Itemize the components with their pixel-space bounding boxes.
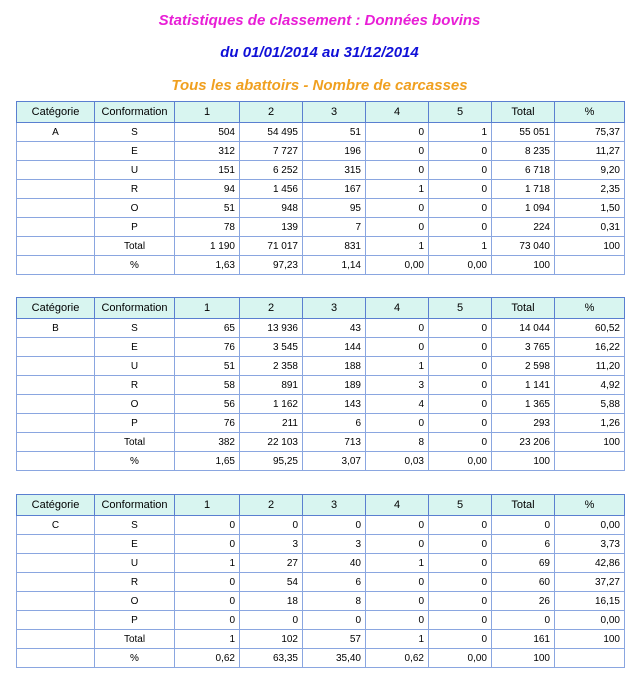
- header-row: [17, 495, 625, 516]
- column-header: Conformation: [95, 102, 175, 123]
- value-cell: 42,86: [555, 554, 625, 573]
- column-header: 2: [240, 102, 303, 123]
- value-cell: 0: [175, 516, 240, 535]
- value-cell: 1: [366, 180, 429, 199]
- value-cell: 0,00: [555, 611, 625, 630]
- value-cell: 0: [429, 630, 492, 649]
- value-cell: 0: [429, 611, 492, 630]
- value-cell: 1,50: [555, 199, 625, 218]
- value-cell: 4: [366, 395, 429, 414]
- value-cell: 3: [366, 376, 429, 395]
- table-row: [17, 516, 625, 535]
- column-header: %: [555, 298, 625, 319]
- value-cell: 27: [240, 554, 303, 573]
- value-cell: 0: [366, 338, 429, 357]
- value-cell: 0: [429, 573, 492, 592]
- table-row: [17, 338, 625, 357]
- table-row: [17, 218, 625, 237]
- column-header: 5: [429, 102, 492, 123]
- conformation-cell: S: [95, 516, 175, 535]
- value-cell: 0: [429, 319, 492, 338]
- value-cell: 144: [303, 338, 366, 357]
- value-cell: 35,40: [303, 649, 366, 668]
- stats-table-b: [16, 297, 625, 471]
- category-cell: [17, 199, 95, 218]
- value-cell: 54: [240, 573, 303, 592]
- column-header: Catégorie: [17, 102, 95, 123]
- value-cell: 5,88: [555, 395, 625, 414]
- value-cell: 51: [175, 357, 240, 376]
- value-cell: 504: [175, 123, 240, 142]
- value-cell: 0: [366, 218, 429, 237]
- value-cell: 23 206: [492, 433, 555, 452]
- table-row: [17, 180, 625, 199]
- value-cell: 3,07: [303, 452, 366, 471]
- value-cell: 1: [429, 237, 492, 256]
- column-header: Total: [492, 495, 555, 516]
- conformation-cell: P: [95, 218, 175, 237]
- value-cell: 139: [240, 218, 303, 237]
- value-cell: 1 718: [492, 180, 555, 199]
- table-row: [17, 554, 625, 573]
- value-cell: 40: [303, 554, 366, 573]
- page-subtitle: Tous les abattoirs - Nombre de carcasses: [171, 77, 468, 94]
- value-cell: 78: [175, 218, 240, 237]
- value-cell: 0,62: [175, 649, 240, 668]
- value-cell: 0: [366, 414, 429, 433]
- value-cell: 43: [303, 319, 366, 338]
- column-header: 4: [366, 102, 429, 123]
- value-cell: 0: [429, 218, 492, 237]
- table-row: [17, 611, 625, 630]
- column-header: Total: [492, 298, 555, 319]
- value-cell: 0,62: [366, 649, 429, 668]
- value-cell: 0: [429, 357, 492, 376]
- conformation-cell: E: [95, 535, 175, 554]
- value-cell: 16,15: [555, 592, 625, 611]
- value-cell: 6: [492, 535, 555, 554]
- value-cell: 0: [366, 516, 429, 535]
- value-cell: 0: [175, 535, 240, 554]
- value-cell: 831: [303, 237, 366, 256]
- value-cell: 13 936: [240, 319, 303, 338]
- value-cell: 3,73: [555, 535, 625, 554]
- column-header: 1: [175, 495, 240, 516]
- value-cell: 8 235: [492, 142, 555, 161]
- category-cell: [17, 395, 95, 414]
- value-cell: 100: [492, 452, 555, 471]
- value-cell: 75,37: [555, 123, 625, 142]
- category-cell: C: [17, 516, 95, 535]
- value-cell: 4,92: [555, 376, 625, 395]
- category-cell: [17, 376, 95, 395]
- value-cell: 0,00: [429, 256, 492, 275]
- table-row: [17, 433, 625, 452]
- value-cell: 100: [492, 649, 555, 668]
- column-header: 5: [429, 298, 492, 319]
- value-cell: 0: [429, 180, 492, 199]
- conformation-cell: U: [95, 554, 175, 573]
- conformation-cell: %: [95, 452, 175, 471]
- column-header: Catégorie: [17, 495, 95, 516]
- value-cell: 0: [240, 516, 303, 535]
- value-cell: 0: [366, 142, 429, 161]
- value-cell: 151: [175, 161, 240, 180]
- value-cell: 0: [366, 535, 429, 554]
- value-cell: 0: [303, 611, 366, 630]
- category-cell: [17, 611, 95, 630]
- conformation-cell: O: [95, 592, 175, 611]
- value-cell: 0: [429, 395, 492, 414]
- value-cell: 0: [429, 161, 492, 180]
- column-header: 1: [175, 298, 240, 319]
- value-cell: 73 040: [492, 237, 555, 256]
- value-cell: 18: [240, 592, 303, 611]
- category-cell: [17, 433, 95, 452]
- column-header: 2: [240, 495, 303, 516]
- value-cell: 69: [492, 554, 555, 573]
- value-cell: 60,52: [555, 319, 625, 338]
- value-cell: 51: [175, 199, 240, 218]
- category-cell: [17, 142, 95, 161]
- column-header: Catégorie: [17, 298, 95, 319]
- value-cell: 56: [175, 395, 240, 414]
- column-header: Total: [492, 102, 555, 123]
- category-cell: [17, 592, 95, 611]
- table-row: [17, 573, 625, 592]
- value-cell: 76: [175, 338, 240, 357]
- column-header: 1: [175, 102, 240, 123]
- value-cell: 26: [492, 592, 555, 611]
- table-row: [17, 592, 625, 611]
- table-row: [17, 452, 625, 471]
- table-row: [17, 319, 625, 338]
- value-cell: 2 598: [492, 357, 555, 376]
- column-header: 4: [366, 495, 429, 516]
- value-cell: 0,03: [366, 452, 429, 471]
- value-cell: 55 051: [492, 123, 555, 142]
- value-cell: 0,00: [366, 256, 429, 275]
- table-row: [17, 142, 625, 161]
- value-cell: 9,20: [555, 161, 625, 180]
- category-cell: [17, 218, 95, 237]
- stats-table-c: [16, 494, 625, 668]
- value-cell: 0: [175, 592, 240, 611]
- value-cell: 0: [429, 535, 492, 554]
- table-row: [17, 237, 625, 256]
- value-cell: 0: [240, 611, 303, 630]
- value-cell: 0: [429, 199, 492, 218]
- value-cell: 65: [175, 319, 240, 338]
- header-row: [17, 298, 625, 319]
- conformation-cell: U: [95, 161, 175, 180]
- value-cell: 0,00: [429, 452, 492, 471]
- value-cell: 1: [366, 554, 429, 573]
- value-cell: 1: [366, 237, 429, 256]
- value-cell: 1: [175, 630, 240, 649]
- value-cell: 100: [492, 256, 555, 275]
- value-cell: 0: [366, 319, 429, 338]
- value-cell: 6: [303, 573, 366, 592]
- conformation-cell: P: [95, 414, 175, 433]
- value-cell: 37,27: [555, 573, 625, 592]
- column-header: Conformation: [95, 298, 175, 319]
- value-cell: 1: [429, 123, 492, 142]
- value-cell: 0: [429, 433, 492, 452]
- table-row: [17, 199, 625, 218]
- value-cell: 95,25: [240, 452, 303, 471]
- table-row: [17, 123, 625, 142]
- value-cell: 22 103: [240, 433, 303, 452]
- value-cell: 0: [429, 554, 492, 573]
- value-cell: 100: [555, 237, 625, 256]
- value-cell: 293: [492, 414, 555, 433]
- value-cell: 3 545: [240, 338, 303, 357]
- value-cell: 16,22: [555, 338, 625, 357]
- value-cell: 3: [240, 535, 303, 554]
- value-cell: 1,63: [175, 256, 240, 275]
- value-cell: 0: [175, 611, 240, 630]
- table-row: [17, 376, 625, 395]
- value-cell: 100: [555, 433, 625, 452]
- category-cell: [17, 180, 95, 199]
- conformation-cell: Total: [95, 237, 175, 256]
- value-cell: 0: [429, 516, 492, 535]
- category-cell: B: [17, 319, 95, 338]
- value-cell: 143: [303, 395, 366, 414]
- value-cell: 2 358: [240, 357, 303, 376]
- value-cell: 312: [175, 142, 240, 161]
- value-cell: 0,00: [555, 516, 625, 535]
- category-cell: A: [17, 123, 95, 142]
- value-cell: 11,20: [555, 357, 625, 376]
- category-cell: [17, 256, 95, 275]
- value-cell: 382: [175, 433, 240, 452]
- value-cell: 161: [492, 630, 555, 649]
- category-cell: [17, 338, 95, 357]
- table-row: [17, 357, 625, 376]
- value-cell: 60: [492, 573, 555, 592]
- value-cell: 948: [240, 199, 303, 218]
- value-cell: 0: [366, 123, 429, 142]
- table-row: [17, 256, 625, 275]
- value-cell: 8: [303, 592, 366, 611]
- value-cell: 7: [303, 218, 366, 237]
- value-cell: 0: [429, 142, 492, 161]
- column-header: 2: [240, 298, 303, 319]
- conformation-cell: Total: [95, 433, 175, 452]
- header-row: [17, 102, 625, 123]
- category-cell: [17, 237, 95, 256]
- value-cell: 3: [303, 535, 366, 554]
- value-cell: 63,35: [240, 649, 303, 668]
- page-title: Statistiques de classement : Données bovins: [158, 12, 481, 29]
- value-cell: 1: [366, 630, 429, 649]
- value-cell: 94: [175, 180, 240, 199]
- value-cell: 196: [303, 142, 366, 161]
- value-cell: 0: [366, 592, 429, 611]
- conformation-cell: S: [95, 319, 175, 338]
- value-cell: 0: [175, 573, 240, 592]
- value-cell: 315: [303, 161, 366, 180]
- category-cell: [17, 649, 95, 668]
- value-cell: 6: [303, 414, 366, 433]
- column-header: %: [555, 102, 625, 123]
- value-cell: [555, 452, 625, 471]
- column-header: 3: [303, 298, 366, 319]
- value-cell: 58: [175, 376, 240, 395]
- value-cell: 189: [303, 376, 366, 395]
- table-row: [17, 414, 625, 433]
- value-cell: 1: [175, 554, 240, 573]
- conformation-cell: E: [95, 142, 175, 161]
- value-cell: 95: [303, 199, 366, 218]
- value-cell: 8: [366, 433, 429, 452]
- value-cell: 54 495: [240, 123, 303, 142]
- table-row: [17, 535, 625, 554]
- conformation-cell: Total: [95, 630, 175, 649]
- conformation-cell: O: [95, 395, 175, 414]
- value-cell: 0: [429, 338, 492, 357]
- value-cell: 11,27: [555, 142, 625, 161]
- value-cell: 1 094: [492, 199, 555, 218]
- value-cell: [555, 256, 625, 275]
- category-cell: [17, 161, 95, 180]
- value-cell: 211: [240, 414, 303, 433]
- value-cell: 51: [303, 123, 366, 142]
- value-cell: 0,00: [429, 649, 492, 668]
- value-cell: [555, 649, 625, 668]
- value-cell: 57: [303, 630, 366, 649]
- value-cell: 102: [240, 630, 303, 649]
- value-cell: 188: [303, 357, 366, 376]
- value-cell: 224: [492, 218, 555, 237]
- value-cell: 6 718: [492, 161, 555, 180]
- value-cell: 891: [240, 376, 303, 395]
- value-cell: 0,31: [555, 218, 625, 237]
- value-cell: 1 365: [492, 395, 555, 414]
- value-cell: 0: [429, 592, 492, 611]
- value-cell: 0: [366, 161, 429, 180]
- value-cell: 1,65: [175, 452, 240, 471]
- value-cell: 14 044: [492, 319, 555, 338]
- value-cell: 0: [366, 199, 429, 218]
- value-cell: 7 727: [240, 142, 303, 161]
- value-cell: 76: [175, 414, 240, 433]
- table-row: [17, 161, 625, 180]
- column-header: 5: [429, 495, 492, 516]
- value-cell: 6 252: [240, 161, 303, 180]
- conformation-cell: R: [95, 180, 175, 199]
- value-cell: 0: [366, 573, 429, 592]
- value-cell: 0: [429, 414, 492, 433]
- value-cell: 1 456: [240, 180, 303, 199]
- category-cell: [17, 535, 95, 554]
- value-cell: 0: [303, 516, 366, 535]
- conformation-cell: R: [95, 573, 175, 592]
- category-cell: [17, 630, 95, 649]
- table-row: [17, 649, 625, 668]
- value-cell: 100: [555, 630, 625, 649]
- category-cell: [17, 554, 95, 573]
- value-cell: 0: [492, 611, 555, 630]
- value-cell: 1,14: [303, 256, 366, 275]
- value-cell: 0: [429, 376, 492, 395]
- value-cell: 97,23: [240, 256, 303, 275]
- value-cell: 167: [303, 180, 366, 199]
- value-cell: 1: [366, 357, 429, 376]
- column-header: 3: [303, 102, 366, 123]
- table-row: [17, 630, 625, 649]
- conformation-cell: E: [95, 338, 175, 357]
- value-cell: 1 162: [240, 395, 303, 414]
- value-cell: 3 765: [492, 338, 555, 357]
- value-cell: 0: [366, 611, 429, 630]
- value-cell: 1 190: [175, 237, 240, 256]
- value-cell: 71 017: [240, 237, 303, 256]
- column-header: Conformation: [95, 495, 175, 516]
- value-cell: 0: [492, 516, 555, 535]
- table-row: [17, 395, 625, 414]
- value-cell: 1 141: [492, 376, 555, 395]
- date-range: du 01/01/2014 au 31/12/2014: [220, 44, 419, 61]
- category-cell: [17, 414, 95, 433]
- category-cell: [17, 452, 95, 471]
- conformation-cell: R: [95, 376, 175, 395]
- conformation-cell: U: [95, 357, 175, 376]
- column-header: 4: [366, 298, 429, 319]
- conformation-cell: O: [95, 199, 175, 218]
- conformation-cell: %: [95, 649, 175, 668]
- conformation-cell: P: [95, 611, 175, 630]
- stats-table-a: [16, 101, 625, 275]
- value-cell: 2,35: [555, 180, 625, 199]
- conformation-cell: S: [95, 123, 175, 142]
- column-header: 3: [303, 495, 366, 516]
- conformation-cell: %: [95, 256, 175, 275]
- category-cell: [17, 573, 95, 592]
- category-cell: [17, 357, 95, 376]
- value-cell: 713: [303, 433, 366, 452]
- value-cell: 1,26: [555, 414, 625, 433]
- column-header: %: [555, 495, 625, 516]
